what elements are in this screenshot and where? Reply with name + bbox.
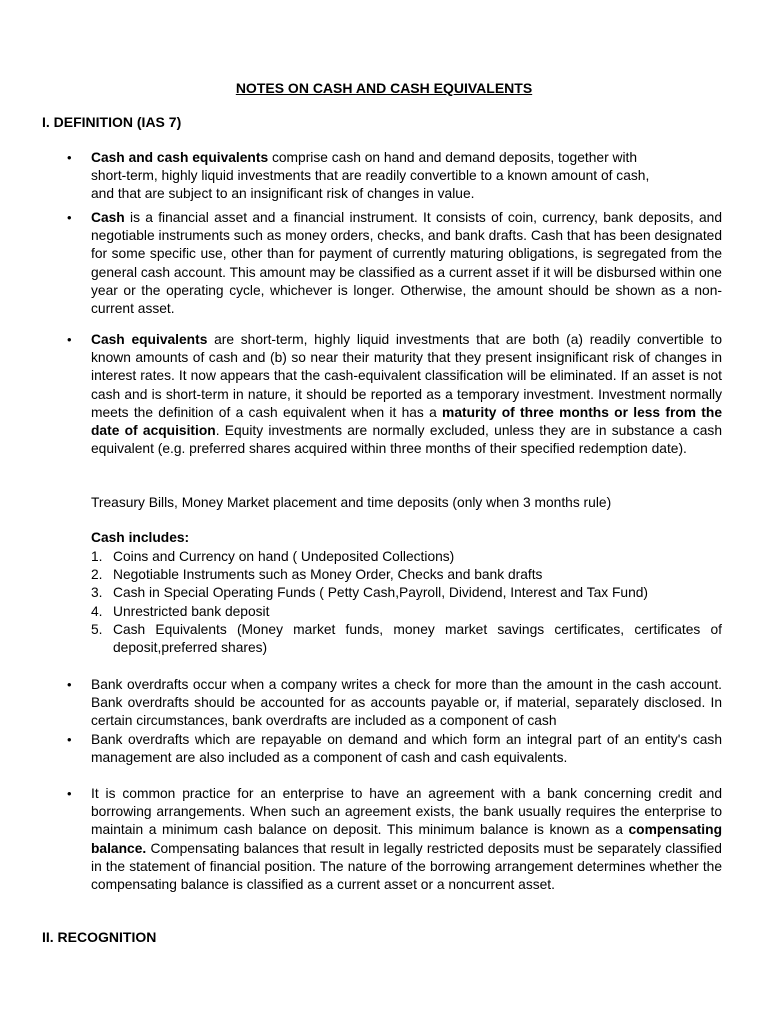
term-compensating-balance: compensating balance.	[91, 822, 722, 856]
bullet-marker: •	[67, 677, 72, 692]
cash-includes-title: Cash includes:	[91, 530, 190, 545]
bullet-marker: •	[67, 786, 72, 801]
b4-text: Bank overdrafts occur when a company writes a check for more than the amount in the cash account. Bank overdrafts should be accounted for as accounts payable or, if material, separately disclosed. In certain circumstances, bank overdrafts are included as a component of cash	[91, 677, 722, 729]
bullet-bank-overdrafts	[67, 676, 722, 731]
bullet-marker: •	[67, 332, 72, 347]
bullet-cash-equivalents	[67, 331, 722, 458]
term-cash: Cash	[91, 210, 125, 225]
list-item: 1. Coins and Currency on hand ( Undeposited Collections)	[91, 549, 455, 564]
b5-text: Bank overdrafts which are repayable on demand and which form an integral part of an entity's cash management are also included as a component of cash and cash equivalents.	[91, 732, 722, 766]
treasury-note: Treasury Bills, Money Market placement and time deposits (only when 3 months rule)	[91, 495, 612, 510]
b1-line2: short-term, highly liquid investments that are readily convertible to a known amount of cash,	[91, 168, 650, 184]
b3-text1: are short-term, highly liquid investments that are both (a) readily convertible to known amounts of cash and (b) so near their maturity that they present insignificant risk of changes in interest rates. It now appears that the cash-equivalent classification will be eliminated. If an asset is not cash and is short-term in nature, it should be reported as a temporary investment. Investment normally meets the definition of a cash equivalent when it has a	[91, 332, 722, 420]
list-item: 4. Unrestricted bank deposit	[91, 603, 270, 619]
term-cash-and-cash-equivalents: Cash and cash equivalents	[91, 150, 269, 165]
list-item: 2. Negotiable Instruments such as Money Order, Checks and bank drafts	[91, 567, 543, 583]
b6-text1: It is common practice for an enterprise to have an agreement with a bank concerning credit and borrowing arrangements. When such an agreement exists, the bank usually requires the enterprise to maintain a minimum cash balance on deposit. This minimum balance is known as a	[91, 786, 722, 838]
section-heading-definition: I. DEFINITION (IAS 7)	[42, 114, 182, 130]
term-cash-equivalents: Cash equivalents	[91, 332, 208, 347]
cash-includes-list	[91, 548, 722, 657]
list-item: 3. Cash in Special Operating Funds ( Petty Cash,Payroll, Dividend, Interest and Tax Fund)	[91, 585, 649, 601]
term-maturity: maturity of three months or less from the date of acquisition	[91, 404, 722, 439]
bullet-marker: •	[67, 210, 72, 225]
b1-line3: and that are subject to an insignificant risk of changes in value.	[91, 186, 475, 202]
list-item: 5. Cash Equivalents (Money market funds, money market savings certificates, certificates of deposit,preferred shares)	[91, 621, 722, 656]
bullet-compensating-balance	[67, 785, 722, 894]
bullet-overdrafts-repayable	[67, 731, 722, 767]
b3-text2: . Equity investments are normally excluded, unless they are in substance a cash equivalent (e.g. preferred shares acquired within three months of their specified redemption date).	[91, 423, 722, 457]
bullet-cash-and-equivalents	[67, 149, 722, 204]
b1-line1: comprise cash on hand and demand deposits, together with	[268, 150, 638, 165]
bullet-marker: •	[67, 150, 72, 165]
b6-text2: Compensating balances that result in legally restricted deposits must be separately classified in the statement of financial position. The nature of the borrowing arrangement determines whether the compensating balance is classified as a current asset or a noncurrent asset.	[91, 840, 722, 893]
document-title: NOTES ON CASH AND CASH EQUIVALENTS	[235, 80, 533, 96]
section-heading-recognition: II. RECOGNITION	[42, 929, 157, 945]
bullet-marker: •	[67, 732, 72, 747]
bullet-cash	[67, 209, 722, 318]
b2-text: is a financial asset and a financial instrument. It consists of coin, currency, bank deposits, and negotiable instruments such as money orders, checks, and bank drafts. Cash that has been designated for some specific use, other than for payment of currently maturing obligations, is segregated from the general cash account. This amount may be classified as a current asset if it will be disbursed within one year or the operating cycle, whichever is longer. Otherwise, the amount should be shown as a non-current asset.	[91, 210, 722, 317]
